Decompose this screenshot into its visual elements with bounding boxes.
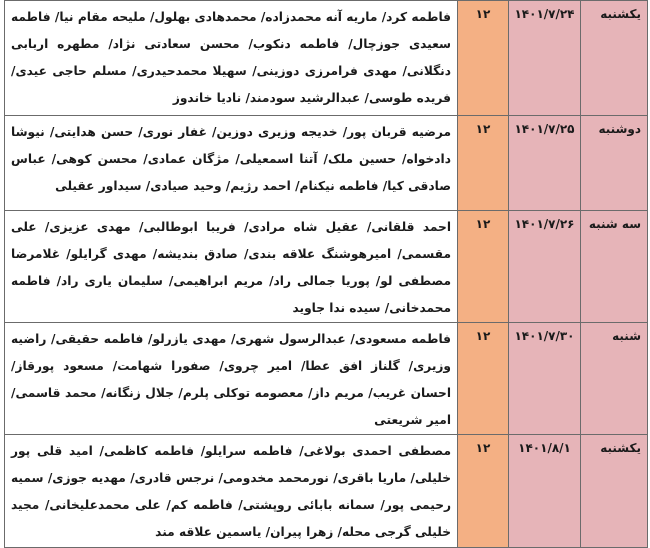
names-cell bbox=[5, 1, 458, 116]
names-list: مصطفی احمدی بولاغی/ فاطمه سرایلو/ فاطمه کاظمی/ امید قلی پور خلیلی/ ماریا باقری/ نورمحمد مخدومی/ نرجس قادری/ مهدیه جوزی/ سمیه رحیمی پور/ سمانه بابائی روپشتی/ فاطمه کم/ علی محمدعلیخانی/ مجید خلیلی گرجی محله/ زهرا پیران/ یاسمین علاقه مند bbox=[11, 444, 451, 539]
date-label: ۱۴۰۱/۷/۲۶ bbox=[514, 217, 575, 231]
count-cell bbox=[458, 211, 509, 323]
names-list: مرضیه قربان پور/ خدیجه وزیری دوزین/ غفار نوری/ حسن هدایتی/ نیوشا دادخواه/ حسین ملک/ آتنا اسمعیلی/ مژگان عمادی/ محسن کوهی/ عباس صادقی کیا/ فاطمه نیکنام/ احمد رژیم/ وحید صیادی/ سیداور عقیلی bbox=[11, 125, 451, 193]
day-label: دوشنبه bbox=[598, 122, 641, 136]
day-cell bbox=[581, 116, 648, 211]
names-list: فاطمه مسعودی/ عبدالرسول شهری/ مهدی یازرلو/ فاطمه حقیقی/ راضیه وزیری/ گلناز افق عطا/ امیر چروی/ صفورا شهامت/ مسعود پورقاز/ احسان غریب/ مریم داز/ معصومه توکلی پلرم/ جلال زنگانه/ محمد قاسمی/ امیر شریعتی bbox=[11, 332, 451, 427]
date-cell bbox=[509, 323, 581, 435]
day-cell bbox=[581, 435, 648, 548]
count-cell bbox=[458, 1, 509, 116]
count-label: ۱۲ bbox=[475, 217, 491, 231]
names-cell bbox=[5, 323, 458, 435]
schedule-table bbox=[4, 0, 648, 548]
date-label: ۱۴۰۱/۷/۲۵ bbox=[514, 122, 575, 136]
table-row bbox=[5, 211, 648, 323]
table-row bbox=[5, 116, 648, 211]
date-cell bbox=[509, 211, 581, 323]
table-row bbox=[5, 435, 648, 548]
day-cell bbox=[581, 1, 648, 116]
day-label: سه شنبه bbox=[588, 217, 641, 231]
count-label: ۱۲ bbox=[475, 329, 491, 343]
count-label: ۱۲ bbox=[475, 7, 491, 21]
names-list: احمد قلقانی/ عقیل شاه مرادی/ فریبا ابوطالبی/ مهدی عزیزی/ علی مقسمی/ امیرهوشنگ علاقه بندی/ صادق بندیشه/ مهدی گرایلو/ غلامرضا مصطفی لو/ پوریا جمالی راد/ مریم ابراهیمی/ سلیمان یاری راد/ فاطمه محمدخانی/ سیده ندا جاوید bbox=[11, 220, 451, 315]
table-row bbox=[5, 1, 648, 116]
names-cell bbox=[5, 211, 458, 323]
day-label: یکشنبه bbox=[600, 7, 641, 21]
count-label: ۱۲ bbox=[475, 441, 491, 455]
count-cell bbox=[458, 323, 509, 435]
table-row bbox=[5, 323, 648, 435]
date-label: ۱۴۰۱/۷/۳۰ bbox=[514, 329, 575, 343]
count-cell bbox=[458, 116, 509, 211]
date-cell bbox=[509, 1, 581, 116]
count-label: ۱۲ bbox=[475, 122, 491, 136]
day-label: یکشنبه bbox=[600, 441, 641, 455]
names-cell bbox=[5, 435, 458, 548]
day-cell bbox=[581, 211, 648, 323]
day-label: شنبه bbox=[612, 329, 641, 343]
names-cell bbox=[5, 116, 458, 211]
names-list: فاطمه کرد/ ماریه آنه محمدزاده/ محمدهادی بهلول/ ملیحه مقام نیا/ فاطمه سعیدی جوزچال/ فاطمه دنکوب/ محسن سعادتی نژاد/ مطهره اربابی دنگلانی/ مهدی فرامرزی دوزینی/ سهیلا محمدحیدری/ مسلم حاجی عیدی/ فریده طوسی/ عبدالرشید سودمند/ نادیا خاندوز bbox=[11, 10, 451, 105]
date-cell bbox=[509, 435, 581, 548]
date-cell bbox=[509, 116, 581, 211]
date-label: ۱۴۰۱/۸/۱ bbox=[518, 441, 571, 455]
date-label: ۱۴۰۱/۷/۲۴ bbox=[514, 7, 575, 21]
count-cell bbox=[458, 435, 509, 548]
day-cell bbox=[581, 323, 648, 435]
